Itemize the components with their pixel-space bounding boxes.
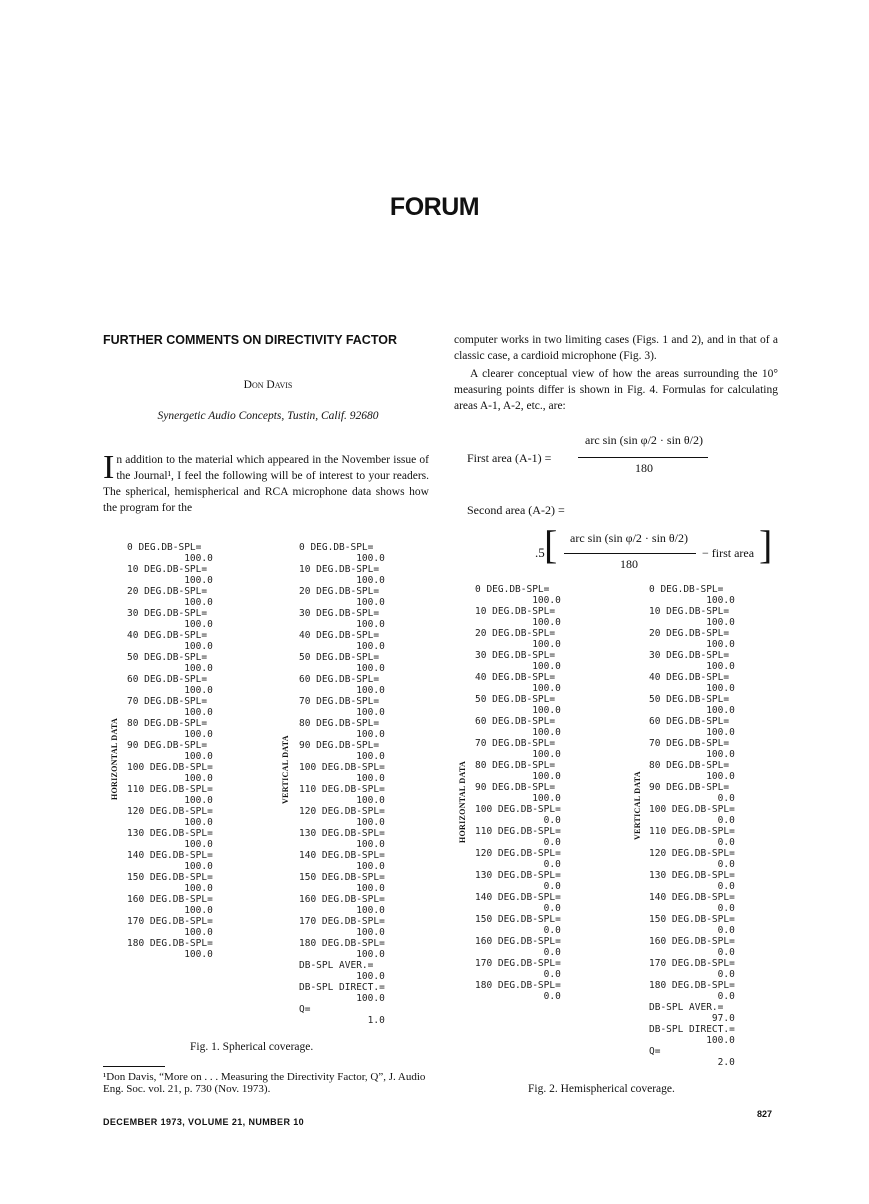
- intro-text: n addition to the material which appeared in the November issue of the Journal¹, I feel the following will be of interest to your readers. The spherical, hemispherical and RCA microphone data shows how the program for the: [103, 454, 429, 514]
- paragraph-areas: A clearer conceptual view of how the areas surrounding the 10° measuring points differ is shown in Fig. 4. Formulas for calculating areas A-1, A-2, etc., are:: [454, 368, 778, 412]
- fraction-bar: [564, 553, 696, 554]
- left-bracket-icon: [: [544, 522, 558, 567]
- formula-second-numerator: arc sin (sin φ/2 · sin θ/2): [570, 531, 688, 545]
- fig1-vertical-listing: 0 DEG.DB-SPL= 100.0 10 DEG.DB-SPL= 100.0 20 DEG.DB-SPL= 100.0 30 DEG.DB-SPL= 100.0 40 DEG.DB-SPL= 100.0 50 DEG.DB-SPL= 100.0 60 DEG.DB-SPL= 100.0 70 DEG.DB-SPL= 100.0 80 DEG.DB-SPL= 100.0 90 DEG.DB-SPL= 100.0 100 DEG.DB-SPL= 100.0 110 DEG.DB-SPL= 100.0 120 DEG.DB-SPL= 100.0 130 DEG.DB-SPL= 100.0 140 DEG.DB-SPL= 100.0 150 DEG.DB-SPL= 100.0 160 DEG.DB-SPL= 100.0 170 DEG.DB-SPL= 100.0 180 DEG.DB-SPL= 100.0 DB-SPL AVER.= 100.0 DB-SPL DIRECT.= 100.0 Q= 1.0: [299, 542, 385, 1026]
- formula-second-denominator: 180: [620, 557, 638, 571]
- formula-second-area: [454, 503, 778, 573]
- formula-first-denominator: 180: [635, 461, 653, 475]
- formula-first-numerator: arc sin (sin φ/2 · sin θ/2): [585, 433, 703, 447]
- formula-second-label: Second area (A-2) =: [467, 503, 565, 517]
- formula-second-suffix: − first area: [702, 546, 755, 560]
- right-bracket-icon: ]: [759, 522, 773, 567]
- fig2-caption: Fig. 2. Hemispherical coverage.: [528, 1083, 675, 1095]
- fig1-horizontal-label: HORIZONTAL DATA: [110, 717, 119, 800]
- formula-first-label: First area (A-1) =: [467, 451, 552, 465]
- drop-cap: I: [103, 449, 115, 486]
- paragraph-limiting-cases: computer works in two limiting cases (Figs. 1 and 2), and in that of a classic case, a cardioid microphone (Fig. 3).: [454, 334, 778, 362]
- fig2-horizontal-listing: 0 DEG.DB-SPL= 100.0 10 DEG.DB-SPL= 100.0 20 DEG.DB-SPL= 100.0 30 DEG.DB-SPL= 100.0 40 DEG.DB-SPL= 100.0 50 DEG.DB-SPL= 100.0 60 DEG.DB-SPL= 100.0 70 DEG.DB-SPL= 100.0 80 DEG.DB-SPL= 100.0 90 DEG.DB-SPL= 100.0 100 DEG.DB-SPL= 0.0 110 DEG.DB-SPL= 0.0 120 DEG.DB-SPL= 0.0 130 DEG.DB-SPL= 0.0 140 DEG.DB-SPL= 0.0 150 DEG.DB-SPL= 0.0 160 DEG.DB-SPL= 0.0 170 DEG.DB-SPL= 0.0 180 DEG.DB-SPL= 0.0: [475, 584, 561, 1002]
- author-affiliation: Synergetic Audio Concepts, Tustin, Calif. 92680: [157, 410, 379, 422]
- fig1-horizontal-listing: 0 DEG.DB-SPL= 100.0 10 DEG.DB-SPL= 100.0 20 DEG.DB-SPL= 100.0 30 DEG.DB-SPL= 100.0 40 DEG.DB-SPL= 100.0 50 DEG.DB-SPL= 100.0 60 DEG.DB-SPL= 100.0 70 DEG.DB-SPL= 100.0 80 DEG.DB-SPL= 100.0 90 DEG.DB-SPL= 100.0 100 DEG.DB-SPL= 100.0 110 DEG.DB-SPL= 100.0 120 DEG.DB-SPL= 100.0 130 DEG.DB-SPL= 100.0 140 DEG.DB-SPL= 100.0 150 DEG.DB-SPL= 100.0 160 DEG.DB-SPL= 100.0 170 DEG.DB-SPL= 100.0 180 DEG.DB-SPL= 100.0: [127, 542, 213, 960]
- page-number: 827: [757, 1109, 773, 1119]
- article-title: FURTHER COMMENTS ON DIRECTIVITY FACTOR: [103, 333, 397, 347]
- fraction-bar: [578, 457, 708, 458]
- fig1-caption: Fig. 1. Spherical coverage.: [190, 1041, 314, 1053]
- section-heading: FORUM: [389, 193, 480, 221]
- footnote-rule: [103, 1066, 165, 1067]
- footnote: ¹Don Davis, “More on . . . Measuring the Directivity Factor, Q”, J. Audio Eng. Soc. vol. 21, p. 730 (Nov. 1973).: [103, 1071, 426, 1095]
- formula-second-prefix: .5: [535, 545, 545, 560]
- fig1-vertical-label: VERTICAL DATA: [281, 735, 290, 804]
- author-name: Don Davis: [243, 379, 293, 391]
- fig2-vertical-listing: 0 DEG.DB-SPL= 100.0 10 DEG.DB-SPL= 100.0 20 DEG.DB-SPL= 100.0 30 DEG.DB-SPL= 100.0 40 DEG.DB-SPL= 100.0 50 DEG.DB-SPL= 100.0 60 DEG.DB-SPL= 100.0 70 DEG.DB-SPL= 100.0 80 DEG.DB-SPL= 100.0 90 DEG.DB-SPL= 0.0 100 DEG.DB-SPL= 0.0 110 DEG.DB-SPL= 0.0 120 DEG.DB-SPL= 0.0 130 DEG.DB-SPL= 0.0 140 DEG.DB-SPL= 0.0 150 DEG.DB-SPL= 0.0 160 DEG.DB-SPL= 0.0 170 DEG.DB-SPL= 0.0 180 DEG.DB-SPL= 0.0 DB-SPL AVER.= 97.0 DB-SPL DIRECT.= 100.0 Q= 2.0: [649, 584, 735, 1068]
- formula-first-area: [454, 433, 778, 483]
- fig2-horizontal-label: HORIZONTAL DATA: [458, 760, 467, 843]
- issue-footer: DECEMBER 1973, VOLUME 21, NUMBER 10: [103, 1117, 305, 1127]
- fig2-vertical-label: VERTICAL DATA: [633, 771, 642, 840]
- intro-paragraph: [103, 449, 429, 516]
